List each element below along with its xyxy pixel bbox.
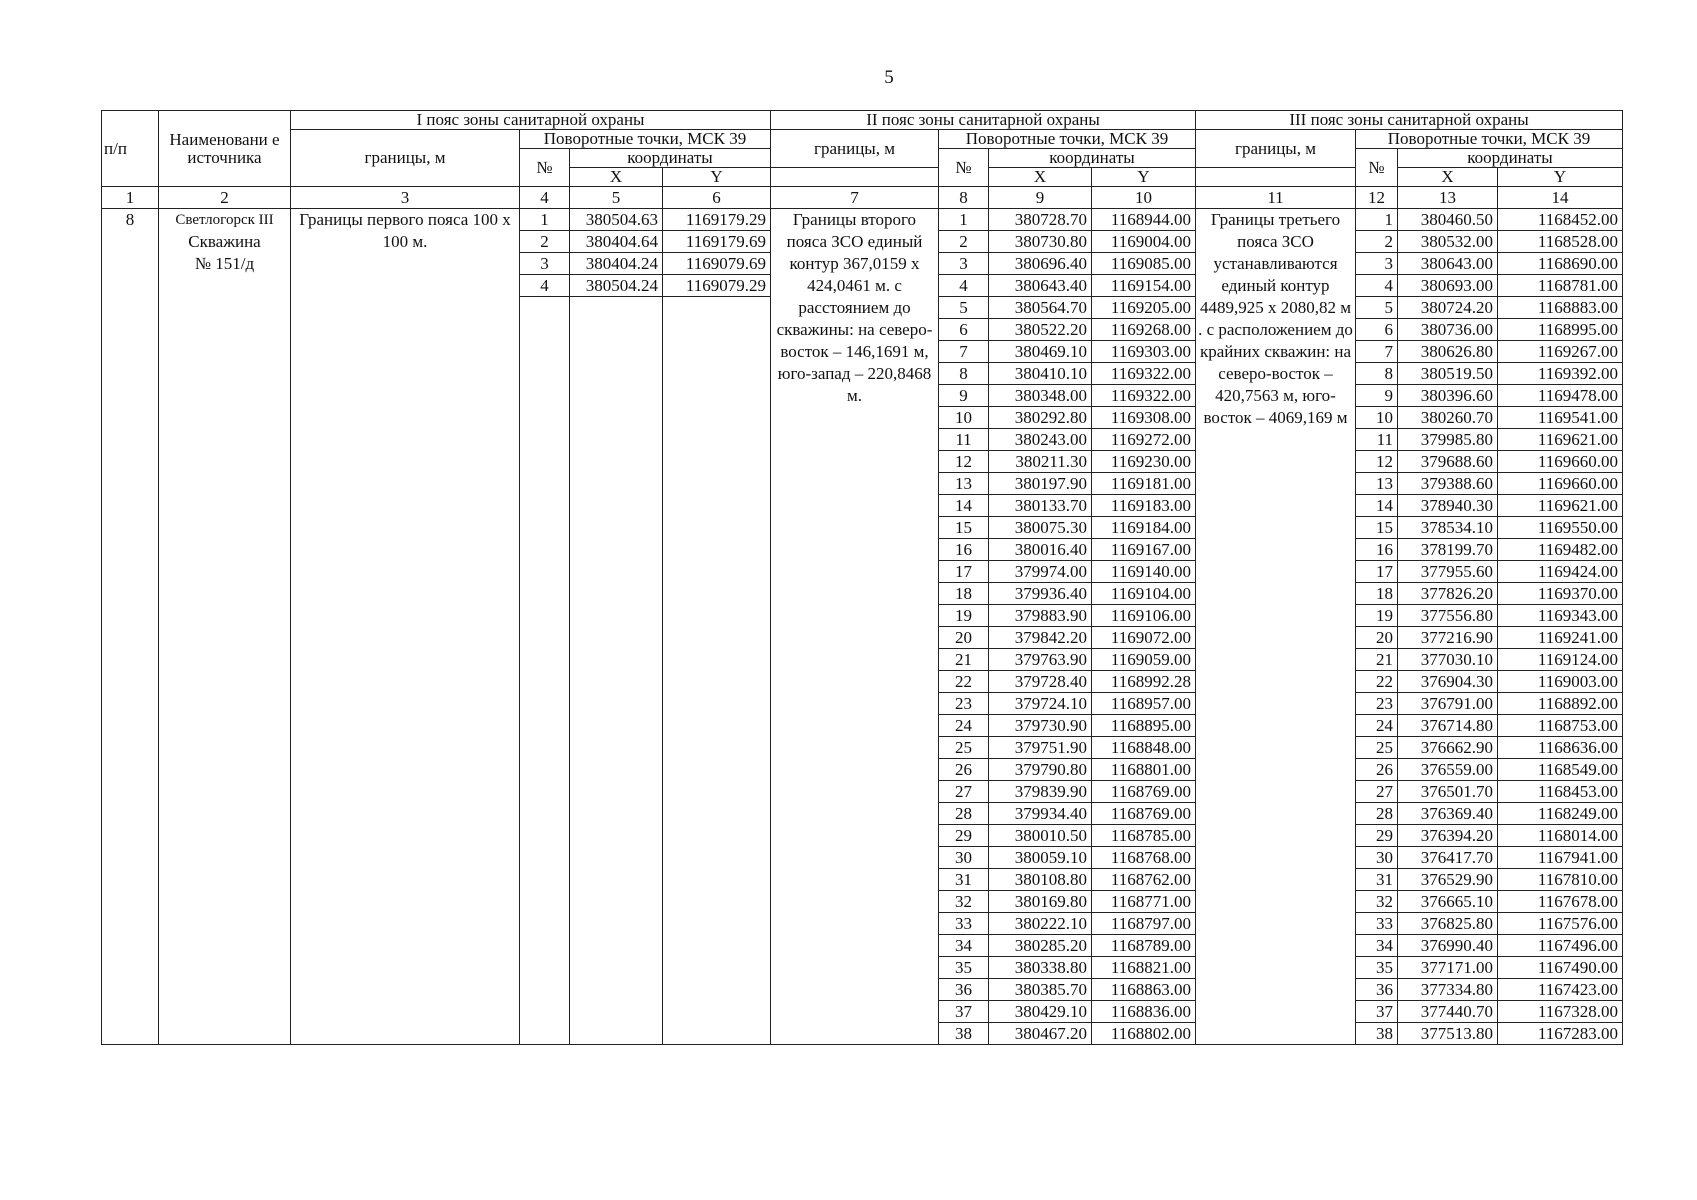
belt2-point-y: 1169230.00 [1092,451,1196,473]
belt1-point-y: 1169179.69 [663,231,771,253]
column-number: 12 [1356,187,1398,209]
belt2-point-y: 1169181.00 [1092,473,1196,495]
belt2-point-y: 1169072.00 [1092,627,1196,649]
belt2-point-x: 379751.90 [989,737,1092,759]
belt2-point-y: 1169085.00 [1092,253,1196,275]
belt3-point-y: 1169621.00 [1498,429,1623,451]
belt2-point-x: 380108.80 [989,869,1092,891]
belt3-point-num: 13 [1356,473,1398,495]
source-name-line: № 151/д [194,254,255,273]
column-number: 14 [1498,187,1623,209]
belt3-point-num: 15 [1356,517,1398,539]
header-pp: п/п [102,111,159,187]
belt1-y-empty [663,297,771,1045]
belt2-point-y: 1168797.00 [1092,913,1196,935]
belt2-point-num: 5 [939,297,989,319]
belt2-point-num: 22 [939,671,989,693]
belt2-point-y: 1168768.00 [1092,847,1196,869]
belt1-point-x: 380404.64 [570,231,663,253]
belt3-point-y: 1169267.00 [1498,341,1623,363]
belt2-point-y: 1169140.00 [1092,561,1196,583]
belt2-point-x: 380469.10 [989,341,1092,363]
belt2-point-y: 1168957.00 [1092,693,1196,715]
belt2-point-y: 1168771.00 [1092,891,1196,913]
column-number: 8 [939,187,989,209]
belt1-point-x: 380404.24 [570,253,663,275]
belt2-point-x: 379728.40 [989,671,1092,693]
belt3-point-num: 5 [1356,297,1398,319]
belt3-point-num: 10 [1356,407,1398,429]
belt3-point-num: 33 [1356,913,1398,935]
belt2-point-x: 380338.80 [989,957,1092,979]
belt2-description: Границы второго пояса ЗСО единый контур 367,0159 х 424,0461 м. с расстоянием до скважины: на северо-восток – 146,1691 м, юго-запад – 220,8468 м. [771,209,939,1045]
belt3-point-num: 2 [1356,231,1398,253]
belt2-point-x: 380643.40 [989,275,1092,297]
belt3-point-num: 32 [1356,891,1398,913]
belt2-point-x: 379883.90 [989,605,1092,627]
belt3-point-x: 380260.70 [1398,407,1498,429]
column-number: 3 [291,187,520,209]
belt2-point-num: 7 [939,341,989,363]
belt2-point-x: 379934.40 [989,803,1092,825]
header-belt1-turning-points: Поворотные точки, МСК 39 [520,130,771,149]
belt2-point-y: 1169268.00 [1092,319,1196,341]
belt1-num-empty [520,297,570,1045]
belt2-point-x: 380133.70 [989,495,1092,517]
belt2-point-num: 27 [939,781,989,803]
belt2-point-y: 1169205.00 [1092,297,1196,319]
belt2-point-y: 1168769.00 [1092,781,1196,803]
header-belt2: II пояс зоны санитарной охраны [771,111,1196,130]
belt3-point-x: 376825.80 [1398,913,1498,935]
belt3-point-x: 376665.10 [1398,891,1498,913]
header-belt2-blank [771,168,939,187]
belt2-point-y: 1168992.28 [1092,671,1196,693]
belt2-point-x: 380429.10 [989,1001,1092,1023]
belt2-point-y: 1169183.00 [1092,495,1196,517]
belt2-point-num: 32 [939,891,989,913]
belt2-point-x: 380696.40 [989,253,1092,275]
belt2-point-y: 1169322.00 [1092,363,1196,385]
header-belt1-num: № [520,149,570,187]
belt2-point-num: 12 [939,451,989,473]
header-belt3-turning-points: Поворотные точки, МСК 39 [1356,130,1623,149]
belt3-point-y: 1168636.00 [1498,737,1623,759]
belt3-point-num: 28 [1356,803,1398,825]
belt3-point-x: 378940.30 [1398,495,1498,517]
belt3-point-y: 1169482.00 [1498,539,1623,561]
belt2-point-x: 379724.10 [989,693,1092,715]
belt1-point-y: 1169179.29 [663,209,771,231]
header-belt1-x: X [570,168,663,187]
column-number: 13 [1398,187,1498,209]
belt3-point-y: 1168753.00 [1498,715,1623,737]
belt3-point-y: 1169424.00 [1498,561,1623,583]
belt2-point-x: 380059.10 [989,847,1092,869]
belt2-point-num: 37 [939,1001,989,1023]
belt2-point-num: 17 [939,561,989,583]
belt3-point-y: 1167941.00 [1498,847,1623,869]
belt2-point-num: 4 [939,275,989,297]
belt3-point-y: 1169541.00 [1498,407,1623,429]
header-belt1-boundaries: границы, м [291,130,520,187]
belt3-point-num: 1 [1356,209,1398,231]
belt2-point-y: 1168789.00 [1092,935,1196,957]
belt3-point-num: 4 [1356,275,1398,297]
belt2-point-y: 1169308.00 [1092,407,1196,429]
belt3-point-y: 1169343.00 [1498,605,1623,627]
belt3-point-x: 377334.80 [1398,979,1498,1001]
belt2-point-y: 1169154.00 [1092,275,1196,297]
belt2-point-num: 15 [939,517,989,539]
belt2-point-x: 379730.90 [989,715,1092,737]
belt3-point-num: 23 [1356,693,1398,715]
belt2-point-num: 34 [939,935,989,957]
belt2-point-y: 1169303.00 [1092,341,1196,363]
header-belt3-num: № [1356,149,1398,187]
belt2-point-num: 18 [939,583,989,605]
belt2-point-x: 380197.90 [989,473,1092,495]
belt1-point-num: 2 [520,231,570,253]
belt2-point-x: 379790.80 [989,759,1092,781]
belt1-point-y: 1169079.29 [663,275,771,297]
belt3-point-num: 22 [1356,671,1398,693]
header-belt2-boundaries: границы, м [771,130,939,168]
belt3-point-x: 376369.40 [1398,803,1498,825]
belt3-point-x: 380626.80 [1398,341,1498,363]
header-belt2-turning-points: Поворотные точки, МСК 39 [939,130,1196,149]
belt2-point-num: 19 [939,605,989,627]
belt2-point-y: 1168801.00 [1092,759,1196,781]
column-number: 6 [663,187,771,209]
belt3-point-x: 380532.00 [1398,231,1498,253]
belt3-point-num: 9 [1356,385,1398,407]
belt3-point-x: 379688.60 [1398,451,1498,473]
belt2-point-y: 1168802.00 [1092,1023,1196,1045]
belt2-point-x: 380243.00 [989,429,1092,451]
belt3-point-y: 1167810.00 [1498,869,1623,891]
belt1-point-num: 1 [520,209,570,231]
belt2-point-num: 24 [939,715,989,737]
belt2-point-y: 1168785.00 [1092,825,1196,847]
belt2-point-num: 14 [939,495,989,517]
belt3-point-num: 30 [1356,847,1398,869]
belt2-point-num: 33 [939,913,989,935]
belt2-point-num: 30 [939,847,989,869]
belt3-point-x: 377440.70 [1398,1001,1498,1023]
belt2-point-y: 1168944.00 [1092,209,1196,231]
belt2-point-num: 11 [939,429,989,451]
belt3-point-y: 1169241.00 [1498,627,1623,649]
belt3-point-x: 376990.40 [1398,935,1498,957]
belt3-point-num: 37 [1356,1001,1398,1023]
column-number: 11 [1196,187,1356,209]
belt3-point-y: 1169392.00 [1498,363,1623,385]
column-number: 1 [102,187,159,209]
belt3-point-y: 1168690.00 [1498,253,1623,275]
belt3-point-x: 376791.00 [1398,693,1498,715]
belt2-point-num: 3 [939,253,989,275]
belt2-point-x: 380211.30 [989,451,1092,473]
belt2-point-x: 379842.20 [989,627,1092,649]
belt3-point-y: 1168892.00 [1498,693,1623,715]
sanitary-zone-table [101,110,1623,1045]
belt2-point-num: 29 [939,825,989,847]
belt3-point-num: 19 [1356,605,1398,627]
belt3-point-num: 21 [1356,649,1398,671]
belt1-point-x: 380504.24 [570,275,663,297]
header-belt3-coordinates: координаты [1398,149,1623,168]
belt2-point-x: 380728.70 [989,209,1092,231]
belt2-point-y: 1169184.00 [1092,517,1196,539]
header-belt2-y: Y [1092,168,1196,187]
header-belt2-num: № [939,149,989,187]
belt3-point-x: 376394.20 [1398,825,1498,847]
belt3-point-x: 376559.00 [1398,759,1498,781]
belt2-point-x: 380169.80 [989,891,1092,913]
belt3-point-y: 1168995.00 [1498,319,1623,341]
column-number: 4 [520,187,570,209]
belt3-point-num: 14 [1356,495,1398,517]
belt2-point-num: 23 [939,693,989,715]
column-number: 10 [1092,187,1196,209]
belt2-point-x: 380348.00 [989,385,1092,407]
belt2-point-num: 1 [939,209,989,231]
belt2-point-x: 380410.10 [989,363,1092,385]
column-number: 5 [570,187,663,209]
belt2-point-x: 380730.80 [989,231,1092,253]
belt3-point-y: 1167678.00 [1498,891,1623,913]
belt3-point-x: 380460.50 [1398,209,1498,231]
belt3-point-y: 1167576.00 [1498,913,1623,935]
belt3-point-x: 380693.00 [1398,275,1498,297]
belt2-point-y: 1168762.00 [1092,869,1196,891]
belt2-point-x: 380016.40 [989,539,1092,561]
belt3-point-y: 1169550.00 [1498,517,1623,539]
belt3-point-x: 377955.60 [1398,561,1498,583]
source-name-line: Скважина [188,232,261,251]
belt3-point-y: 1169660.00 [1498,451,1623,473]
belt3-point-x: 378199.70 [1398,539,1498,561]
belt2-point-y: 1169004.00 [1092,231,1196,253]
belt2-point-num: 35 [939,957,989,979]
header-belt3-boundaries: границы, м [1196,130,1356,168]
belt1-point-num: 4 [520,275,570,297]
belt2-point-y: 1169059.00 [1092,649,1196,671]
belt3-point-y: 1169621.00 [1498,495,1623,517]
belt3-point-x: 377556.80 [1398,605,1498,627]
belt3-point-num: 18 [1356,583,1398,605]
belt2-point-y: 1168863.00 [1092,979,1196,1001]
belt2-point-y: 1169104.00 [1092,583,1196,605]
belt3-point-num: 34 [1356,935,1398,957]
belt3-point-num: 38 [1356,1023,1398,1045]
belt3-point-num: 3 [1356,253,1398,275]
belt3-point-x: 376904.30 [1398,671,1498,693]
belt2-point-y: 1168769.00 [1092,803,1196,825]
belt2-point-num: 10 [939,407,989,429]
column-number-row [102,187,1623,209]
belt3-point-x: 380396.60 [1398,385,1498,407]
belt3-point-y: 1167496.00 [1498,935,1623,957]
belt2-point-num: 25 [939,737,989,759]
table-row [102,209,1623,231]
belt3-point-num: 11 [1356,429,1398,451]
belt3-point-num: 17 [1356,561,1398,583]
belt2-point-num: 28 [939,803,989,825]
belt3-point-y: 1168453.00 [1498,781,1623,803]
belt3-point-x: 380724.20 [1398,297,1498,319]
header-belt2-x: X [989,168,1092,187]
column-number: 7 [771,187,939,209]
header-source-name: Наименовани е источника [159,111,291,187]
belt1-description: Границы первого пояса 100 х 100 м. [291,209,520,1045]
belt2-point-x: 379936.40 [989,583,1092,605]
belt2-point-num: 31 [939,869,989,891]
belt3-point-y: 1167490.00 [1498,957,1623,979]
belt3-point-num: 7 [1356,341,1398,363]
column-number: 9 [989,187,1092,209]
belt2-point-y: 1168821.00 [1092,957,1196,979]
belt2-point-y: 1169272.00 [1092,429,1196,451]
belt2-point-y: 1168848.00 [1092,737,1196,759]
belt2-point-x: 379839.90 [989,781,1092,803]
belt3-point-y: 1168249.00 [1498,803,1623,825]
belt2-point-x: 380385.70 [989,979,1092,1001]
belt3-point-x: 376417.70 [1398,847,1498,869]
belt3-point-y: 1168452.00 [1498,209,1623,231]
belt2-point-x: 380010.50 [989,825,1092,847]
belt3-point-x: 377513.80 [1398,1023,1498,1045]
belt2-point-x: 380285.20 [989,935,1092,957]
belt2-point-num: 8 [939,363,989,385]
belt1-point-y: 1169079.69 [663,253,771,275]
header-belt2-coordinates: координаты [989,149,1196,168]
belt3-point-num: 29 [1356,825,1398,847]
belt2-point-x: 380522.20 [989,319,1092,341]
belt2-point-num: 9 [939,385,989,407]
belt3-point-y: 1168528.00 [1498,231,1623,253]
belt3-point-x: 380519.50 [1398,363,1498,385]
belt3-point-y: 1169478.00 [1498,385,1623,407]
belt2-point-num: 26 [939,759,989,781]
belt2-point-x: 380467.20 [989,1023,1092,1045]
belt3-point-num: 36 [1356,979,1398,1001]
belt2-point-num: 36 [939,979,989,1001]
belt2-point-x: 379763.90 [989,649,1092,671]
belt3-point-y: 1169660.00 [1498,473,1623,495]
belt3-point-num: 26 [1356,759,1398,781]
belt2-point-y: 1168895.00 [1092,715,1196,737]
header-belt1: I пояс зоны санитарной охраны [291,111,771,130]
belt3-point-x: 380643.00 [1398,253,1498,275]
belt3-point-num: 8 [1356,363,1398,385]
belt2-point-num: 20 [939,627,989,649]
belt3-point-x: 376714.80 [1398,715,1498,737]
belt3-point-x: 377216.90 [1398,627,1498,649]
belt2-point-x: 380222.10 [989,913,1092,935]
belt3-point-y: 1168781.00 [1498,275,1623,297]
belt3-point-x: 378534.10 [1398,517,1498,539]
header-belt3-y: Y [1498,168,1623,187]
row-pp: 8 [102,209,159,1045]
belt2-point-x: 380292.80 [989,407,1092,429]
belt3-point-x: 380736.00 [1398,319,1498,341]
belt1-x-empty [570,297,663,1045]
header-belt3: III пояс зоны санитарной охраны [1196,111,1623,130]
belt2-point-num: 6 [939,319,989,341]
belt3-point-y: 1169003.00 [1498,671,1623,693]
header-belt1-coordinates: координаты [570,149,771,168]
belt3-point-x: 376501.70 [1398,781,1498,803]
belt3-point-x: 377171.00 [1398,957,1498,979]
header-belt3-x: X [1398,168,1498,187]
belt3-point-y: 1167423.00 [1498,979,1623,1001]
header-belt3-blank [1196,168,1356,187]
belt3-point-num: 31 [1356,869,1398,891]
belt3-point-x: 379985.80 [1398,429,1498,451]
belt3-point-num: 12 [1356,451,1398,473]
belt2-point-num: 38 [939,1023,989,1045]
belt2-point-y: 1169167.00 [1092,539,1196,561]
belt3-point-x: 379388.60 [1398,473,1498,495]
belt2-point-y: 1168836.00 [1092,1001,1196,1023]
belt2-point-num: 16 [939,539,989,561]
source-name-cell [159,209,291,1045]
belt2-point-y: 1169322.00 [1092,385,1196,407]
belt3-point-num: 24 [1356,715,1398,737]
table-body [102,209,1623,1045]
source-name-line: Светлогорск III [175,212,274,228]
belt3-point-y: 1168014.00 [1498,825,1623,847]
belt3-point-num: 16 [1356,539,1398,561]
belt3-point-num: 20 [1356,627,1398,649]
header-belt1-y: Y [663,168,771,187]
belt3-description: Границы третьего пояса ЗСО устанавливаются единый контур 4489,925 х 2080,82 м . с расположением до крайних скважин: на северо-восток – 420,7563 м, юго-восток – 4069,169 м [1196,209,1356,1045]
belt2-point-num: 21 [939,649,989,671]
belt3-point-x: 377826.20 [1398,583,1498,605]
belt2-point-num: 13 [939,473,989,495]
belt3-point-x: 376662.90 [1398,737,1498,759]
belt3-point-y: 1167328.00 [1498,1001,1623,1023]
belt3-point-y: 1168883.00 [1498,297,1623,319]
belt3-point-num: 25 [1356,737,1398,759]
belt3-point-y: 1168549.00 [1498,759,1623,781]
belt3-point-num: 27 [1356,781,1398,803]
belt2-point-x: 380075.30 [989,517,1092,539]
belt2-point-y: 1169106.00 [1092,605,1196,627]
belt2-point-x: 379974.00 [989,561,1092,583]
belt2-point-x: 380564.70 [989,297,1092,319]
page-number: 5 [884,67,894,88]
belt1-point-x: 380504.63 [570,209,663,231]
belt3-point-x: 376529.90 [1398,869,1498,891]
belt3-point-y: 1169370.00 [1498,583,1623,605]
column-number: 2 [159,187,291,209]
belt3-point-num: 35 [1356,957,1398,979]
belt1-point-num: 3 [520,253,570,275]
belt3-point-num: 6 [1356,319,1398,341]
belt3-point-y: 1167283.00 [1498,1023,1623,1045]
belt3-point-x: 377030.10 [1398,649,1498,671]
belt3-point-y: 1169124.00 [1498,649,1623,671]
belt2-point-num: 2 [939,231,989,253]
